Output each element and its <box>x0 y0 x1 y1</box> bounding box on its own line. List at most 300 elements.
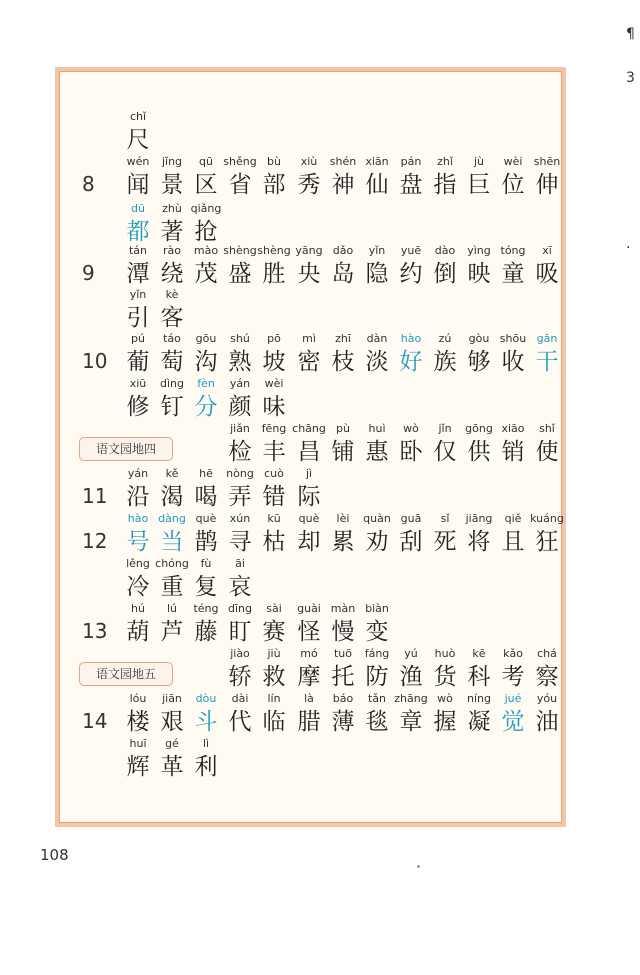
character-cell <box>530 646 564 692</box>
hanzi: 喝 <box>194 484 218 510</box>
pinyin: wén <box>126 155 150 168</box>
character-cell <box>257 646 291 692</box>
hanzi: 弄 <box>228 484 252 510</box>
character-cell <box>155 556 189 602</box>
pinyin: tóng <box>500 244 526 257</box>
edge-mark: · <box>626 240 631 256</box>
pinyin: fáng <box>364 647 390 660</box>
hanzi: 枝 <box>331 349 355 375</box>
character-cell <box>360 646 394 692</box>
hanzi: 倒 <box>433 261 457 287</box>
pinyin: téng <box>193 602 219 615</box>
character-cell <box>462 691 496 737</box>
pinyin: guài <box>297 602 321 615</box>
character-cell <box>189 466 223 512</box>
character-cell <box>189 331 223 377</box>
character-cell <box>223 376 257 422</box>
hanzi: 刮 <box>399 529 423 555</box>
character-cell <box>326 421 360 467</box>
pinyin: huì <box>368 422 386 435</box>
pinyin: pù <box>336 422 350 435</box>
pinyin: shén <box>329 155 357 168</box>
pinyin: dàng <box>158 512 186 525</box>
character-cell <box>428 421 462 467</box>
character-cell <box>121 736 155 782</box>
hanzi: 盛 <box>228 261 252 287</box>
character-cell <box>121 691 155 737</box>
pinyin: xiū <box>129 377 147 390</box>
hanzi: 绕 <box>160 261 184 287</box>
pinyin: nòng <box>226 467 254 480</box>
character-cell <box>496 691 530 737</box>
hanzi: 熟 <box>228 349 252 375</box>
character-cell <box>189 556 223 602</box>
pinyin: zhāng <box>394 692 428 705</box>
hanzi: 淡 <box>365 349 389 375</box>
hanzi: 际 <box>297 484 321 510</box>
character-cell <box>223 646 257 692</box>
pinyin: zú <box>438 332 452 345</box>
hanzi: 部 <box>262 172 286 198</box>
character-cell <box>394 646 428 692</box>
hanzi: 客 <box>160 305 184 331</box>
character-cell <box>257 243 291 289</box>
character-cell <box>462 331 496 377</box>
hanzi: 省 <box>228 172 252 198</box>
hanzi: 托 <box>331 664 355 690</box>
character-cell <box>428 511 462 557</box>
character-cell <box>326 331 360 377</box>
hanzi: 供 <box>467 439 491 465</box>
pinyin: yú <box>404 647 418 660</box>
pinyin: zhī <box>335 332 351 345</box>
pinyin: xī <box>542 244 552 257</box>
pinyin: zhǐ <box>437 155 453 168</box>
hanzi: 劝 <box>365 529 389 555</box>
hanzi: 死 <box>433 529 457 555</box>
pinyin: shèng <box>223 244 257 257</box>
lesson-number: 13 <box>82 619 108 643</box>
pinyin: kě <box>165 467 179 480</box>
hanzi: 芦 <box>160 619 184 645</box>
pinyin: yóu <box>536 692 558 705</box>
hanzi: 枯 <box>262 529 286 555</box>
character-cell <box>257 511 291 557</box>
pinyin: xiù <box>300 155 318 168</box>
character-cell <box>121 287 155 333</box>
hanzi: 景 <box>160 172 184 198</box>
pinyin: wò <box>403 422 419 435</box>
character-cell <box>530 511 564 557</box>
pinyin: gōng <box>465 422 493 435</box>
character-cell <box>360 331 394 377</box>
hanzi: 科 <box>467 664 491 690</box>
hanzi: 辉 <box>126 754 150 780</box>
character-cell <box>189 376 223 422</box>
hanzi: 干 <box>535 349 559 375</box>
character-cell <box>155 601 189 647</box>
character-cell <box>462 646 496 692</box>
character-cell <box>121 511 155 557</box>
pinyin: jǐng <box>161 155 183 168</box>
character-cell <box>360 243 394 289</box>
pinyin: lín <box>267 692 281 705</box>
hanzi: 利 <box>194 754 218 780</box>
character-cell <box>189 691 223 737</box>
character-cell <box>462 511 496 557</box>
character-cell <box>121 154 155 200</box>
hanzi: 货 <box>433 664 457 690</box>
hanzi: 哀 <box>228 574 252 600</box>
character-cell <box>360 601 394 647</box>
character-cell <box>155 331 189 377</box>
hanzi: 寻 <box>228 529 252 555</box>
hanzi: 盯 <box>228 619 252 645</box>
hanzi: 凝 <box>467 709 491 735</box>
pinyin: gōu <box>195 332 217 345</box>
edge-mark: ¶ <box>626 26 635 42</box>
pinyin: fù <box>200 557 212 570</box>
hanzi: 秀 <box>297 172 321 198</box>
pinyin: màn <box>330 602 356 615</box>
hanzi: 毯 <box>365 709 389 735</box>
character-cell <box>223 601 257 647</box>
character-cell <box>189 201 223 247</box>
hanzi: 潭 <box>126 261 150 287</box>
character-cell <box>121 376 155 422</box>
character-cell <box>326 601 360 647</box>
pinyin: gān <box>536 332 558 345</box>
hanzi: 铺 <box>331 439 355 465</box>
pinyin: dài <box>231 692 249 705</box>
hanzi: 茂 <box>194 261 218 287</box>
pinyin: āi <box>235 557 245 570</box>
hanzi: 使 <box>535 439 559 465</box>
character-cell <box>257 601 291 647</box>
hanzi: 重 <box>160 574 184 600</box>
hanzi: 童 <box>501 261 525 287</box>
hanzi: 都 <box>126 219 150 245</box>
character-cell <box>121 556 155 602</box>
hanzi: 摩 <box>297 664 321 690</box>
lesson-number: 12 <box>82 529 108 553</box>
character-cell <box>223 421 257 467</box>
pinyin: yán <box>127 467 149 480</box>
hanzi: 隐 <box>365 261 389 287</box>
hanzi: 位 <box>501 172 525 198</box>
pinyin: qiǎng <box>190 202 222 215</box>
character-cell <box>360 154 394 200</box>
pinyin: gé <box>165 737 179 750</box>
pinyin: guā <box>400 512 422 525</box>
pinyin: kū <box>267 512 281 525</box>
character-cell <box>428 154 462 200</box>
pinyin: lóu <box>129 692 147 705</box>
pinyin: táo <box>163 332 181 345</box>
pinyin: qiě <box>504 512 522 525</box>
hanzi: 萄 <box>160 349 184 375</box>
pinyin: chǐ <box>129 110 147 123</box>
pinyin: mó <box>300 647 318 660</box>
hanzi: 楼 <box>126 709 150 735</box>
pinyin: dū <box>131 202 145 215</box>
pinyin: là <box>304 692 314 705</box>
pinyin: jiāng <box>465 512 493 525</box>
pinyin: gòu <box>468 332 490 345</box>
hanzi: 巨 <box>467 172 491 198</box>
pinyin: què <box>298 512 320 525</box>
hanzi: 当 <box>160 529 184 555</box>
character-cell <box>496 421 530 467</box>
pinyin: hē <box>199 467 213 480</box>
character-cell <box>189 154 223 200</box>
hanzi: 著 <box>160 219 184 245</box>
hanzi: 慢 <box>331 619 355 645</box>
character-cell <box>292 331 326 377</box>
hanzi: 号 <box>126 529 150 555</box>
pinyin: zhù <box>162 202 182 215</box>
hanzi: 惠 <box>365 439 389 465</box>
character-cell <box>121 601 155 647</box>
pinyin: yǐn <box>129 288 147 301</box>
hanzi: 映 <box>467 261 491 287</box>
pinyin: hú <box>131 602 145 615</box>
character-cell <box>292 511 326 557</box>
pinyin: jiān <box>162 692 182 705</box>
hanzi: 艰 <box>160 709 184 735</box>
pinyin: kē <box>472 647 486 660</box>
pinyin: shǐ <box>539 422 555 435</box>
hanzi: 考 <box>501 664 525 690</box>
hanzi: 够 <box>467 349 491 375</box>
pinyin: jǐn <box>438 422 452 435</box>
section-tag: 语文园地五 <box>79 662 173 686</box>
hanzi: 修 <box>126 394 150 420</box>
pinyin: fēng <box>261 422 287 435</box>
pinyin: bù <box>267 155 281 168</box>
hanzi: 闻 <box>126 172 150 198</box>
hanzi: 味 <box>262 394 286 420</box>
character-cell <box>462 421 496 467</box>
hanzi: 盘 <box>399 172 423 198</box>
hanzi: 救 <box>262 664 286 690</box>
pinyin: báo <box>332 692 354 705</box>
hanzi: 油 <box>535 709 559 735</box>
pinyin: quàn <box>363 512 391 525</box>
hanzi: 腊 <box>297 709 321 735</box>
character-cell <box>360 691 394 737</box>
hanzi: 分 <box>194 394 218 420</box>
hanzi: 检 <box>228 439 252 465</box>
character-cell <box>121 331 155 377</box>
hanzi: 怪 <box>297 619 321 645</box>
character-cell <box>257 154 291 200</box>
character-cell <box>428 691 462 737</box>
hanzi: 仅 <box>433 439 457 465</box>
character-cell <box>496 154 530 200</box>
pinyin: jiù <box>267 647 281 660</box>
character-cell <box>257 331 291 377</box>
pinyin: rào <box>163 244 181 257</box>
character-cell <box>462 154 496 200</box>
hanzi: 神 <box>331 172 355 198</box>
pinyin: hào <box>127 512 149 525</box>
pinyin: tán <box>128 244 148 257</box>
pinyin: chāng <box>292 422 326 435</box>
pinyin: què <box>195 512 217 525</box>
lesson-number: 9 <box>82 261 95 285</box>
hanzi: 颜 <box>228 394 252 420</box>
character-cell <box>292 646 326 692</box>
hanzi: 察 <box>535 664 559 690</box>
hanzi: 昌 <box>297 439 321 465</box>
pinyin: fèn <box>197 377 215 390</box>
pinyin: dīng <box>228 602 252 615</box>
hanzi: 指 <box>433 172 457 198</box>
pinyin: xiāo <box>501 422 525 435</box>
pinyin: tuō <box>333 647 352 660</box>
character-cell <box>326 154 360 200</box>
lesson-number: 14 <box>82 709 108 733</box>
hanzi: 岛 <box>331 261 355 287</box>
pinyin: chóng <box>155 557 189 570</box>
character-cell <box>155 466 189 512</box>
hanzi: 胜 <box>262 261 286 287</box>
hanzi: 革 <box>160 754 184 780</box>
character-cell <box>496 243 530 289</box>
hanzi: 握 <box>433 709 457 735</box>
character-cell <box>257 421 291 467</box>
page-number: 108 <box>40 846 69 864</box>
character-cell <box>257 376 291 422</box>
hanzi: 临 <box>262 709 286 735</box>
hanzi: 沿 <box>126 484 150 510</box>
lesson-number: 10 <box>82 349 108 373</box>
character-cell <box>462 243 496 289</box>
character-cell <box>394 421 428 467</box>
character-cell <box>360 511 394 557</box>
hanzi: 沟 <box>194 349 218 375</box>
pinyin: qū <box>199 155 213 168</box>
hanzi: 卧 <box>399 439 423 465</box>
pinyin: pán <box>400 155 422 168</box>
pinyin: shú <box>230 332 250 345</box>
character-cell <box>292 466 326 512</box>
pinyin: dǎo <box>332 244 354 257</box>
hanzi: 尺 <box>126 127 150 153</box>
lesson-number: 8 <box>82 172 95 196</box>
character-cell <box>121 201 155 247</box>
character-cell <box>155 287 189 333</box>
pinyin: xiān <box>365 155 389 168</box>
hanzi: 渔 <box>399 664 423 690</box>
character-cell <box>530 421 564 467</box>
hanzi: 葡 <box>126 349 150 375</box>
character-cell <box>223 466 257 512</box>
pinyin: dìng <box>160 377 184 390</box>
section-tag: 语文园地四 <box>79 437 173 461</box>
hanzi: 复 <box>194 574 218 600</box>
character-cell <box>155 511 189 557</box>
hanzi: 抢 <box>194 219 218 245</box>
hanzi: 斗 <box>194 709 218 735</box>
character-cell <box>292 601 326 647</box>
pinyin: shōu <box>499 332 527 345</box>
character-cell <box>155 736 189 782</box>
character-cell <box>394 691 428 737</box>
pinyin: shèng <box>257 244 291 257</box>
pinyin: yāng <box>295 244 323 257</box>
hanzi: 代 <box>228 709 252 735</box>
hanzi: 章 <box>399 709 423 735</box>
edge-mark: 3 <box>626 70 635 86</box>
hanzi: 狂 <box>535 529 559 555</box>
pinyin: wò <box>437 692 453 705</box>
pinyin: shēn <box>533 155 561 168</box>
pinyin: pú <box>131 332 145 345</box>
pinyin: yǐn <box>368 244 386 257</box>
character-cell <box>394 511 428 557</box>
hanzi: 吸 <box>535 261 559 287</box>
character-cell <box>189 243 223 289</box>
hanzi: 仙 <box>365 172 389 198</box>
hanzi: 却 <box>297 529 321 555</box>
pinyin: pō <box>267 332 281 345</box>
hanzi: 坡 <box>262 349 286 375</box>
pinyin: wèi <box>503 155 523 168</box>
pinyin: cuò <box>264 467 284 480</box>
character-cell <box>223 511 257 557</box>
character-cell <box>223 243 257 289</box>
character-cell <box>496 511 530 557</box>
hanzi: 钉 <box>160 394 184 420</box>
pinyin: kè <box>165 288 179 301</box>
character-cell <box>428 646 462 692</box>
character-cell <box>496 646 530 692</box>
character-cell <box>223 331 257 377</box>
pinyin: xún <box>229 512 251 525</box>
pinyin: sài <box>266 602 282 615</box>
character-cell <box>155 154 189 200</box>
pinyin: hào <box>400 332 422 345</box>
hanzi: 轿 <box>228 664 252 690</box>
pinyin: dào <box>434 244 456 257</box>
hanzi: 防 <box>365 664 389 690</box>
hanzi: 变 <box>365 619 389 645</box>
character-cell <box>530 154 564 200</box>
hanzi: 赛 <box>262 619 286 645</box>
hanzi: 族 <box>433 349 457 375</box>
pinyin: jù <box>473 155 485 168</box>
hanzi: 渴 <box>160 484 184 510</box>
character-cell <box>530 243 564 289</box>
pinyin: kuáng <box>530 512 564 525</box>
pinyin: yán <box>229 377 251 390</box>
hanzi: 冷 <box>126 574 150 600</box>
pinyin: lěng <box>126 557 150 570</box>
pinyin: dòu <box>195 692 217 705</box>
pinyin: tǎn <box>367 692 387 705</box>
character-cell <box>428 331 462 377</box>
character-cell <box>155 201 189 247</box>
pinyin: huī <box>129 737 147 750</box>
character-table-panel <box>55 67 566 827</box>
character-cell <box>189 511 223 557</box>
hanzi: 销 <box>501 439 525 465</box>
character-cell <box>496 331 530 377</box>
hanzi: 且 <box>501 529 525 555</box>
character-cell <box>530 691 564 737</box>
